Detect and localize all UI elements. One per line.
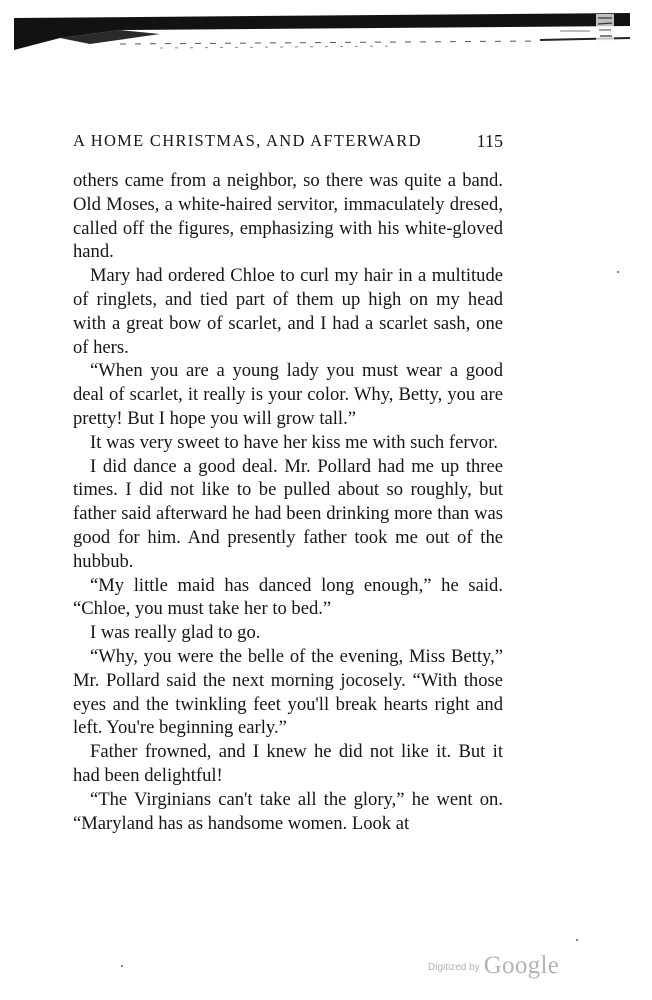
paragraph: Mary had ordered Chloe to curl my hair in a multitude of ringlets, and tied part of them up high on my head with a great bow of scarlet, and I had a scarlet sash, one of hers. (73, 265, 503, 358)
scan-speck (121, 965, 123, 967)
scan-speck (576, 939, 578, 941)
paragraph: “When you are a young lady you must wear a good deal of scarlet, it really is your color. Why, Betty, you are pretty! But I hope you will grow tall.” (73, 360, 503, 429)
paragraph: I did dance a good deal. Mr. Pollard had me up three times. I did not like to be pulled about so roughly, but father said afterward he had been drinking more than was good for him. And presently father took me out of the hubbub. (73, 455, 503, 572)
digitized-by-google-watermark (428, 952, 559, 984)
paragraph: “My little maid has danced long enough,” he said. “Chloe, you must take her to bed.” (73, 574, 503, 620)
paragraph: others came from a neighbor, so there was quite a band. Old Moses, a white-haired servitor, immaculately dresed, called off the figures, emphasizing with his white-gloved hand. (73, 170, 503, 263)
google-logo: Google (483, 952, 560, 979)
page-number: 115 (476, 131, 503, 151)
paragraph: “The Virginians can't take all the glory,” he went on. “Maryland has as handsome women. Look at (73, 788, 503, 834)
paragraph: “Why, you were the belle of the evening, Miss Betty,” Mr. Pollard said the next morning jocosely. “With those eyes and the twinkling feet you'll break hearts right and left. You're beginning early.” (73, 645, 503, 739)
paragraph: Father frowned, and I knew he did not like it. But it had been delightful! (73, 741, 503, 786)
paragraph: It was very sweet to have her kiss me with such fervor. (90, 431, 498, 453)
running-header (73, 131, 503, 155)
scan-edge-bar (0, 0, 652, 70)
page-body-text (73, 169, 503, 835)
watermark-prefix: Digitized by (428, 962, 480, 973)
scan-speck (617, 271, 619, 273)
paragraph: I was really glad to go. (90, 622, 261, 644)
running-title: A HOME CHRISTMAS, AND AFTERWARD (73, 131, 422, 150)
